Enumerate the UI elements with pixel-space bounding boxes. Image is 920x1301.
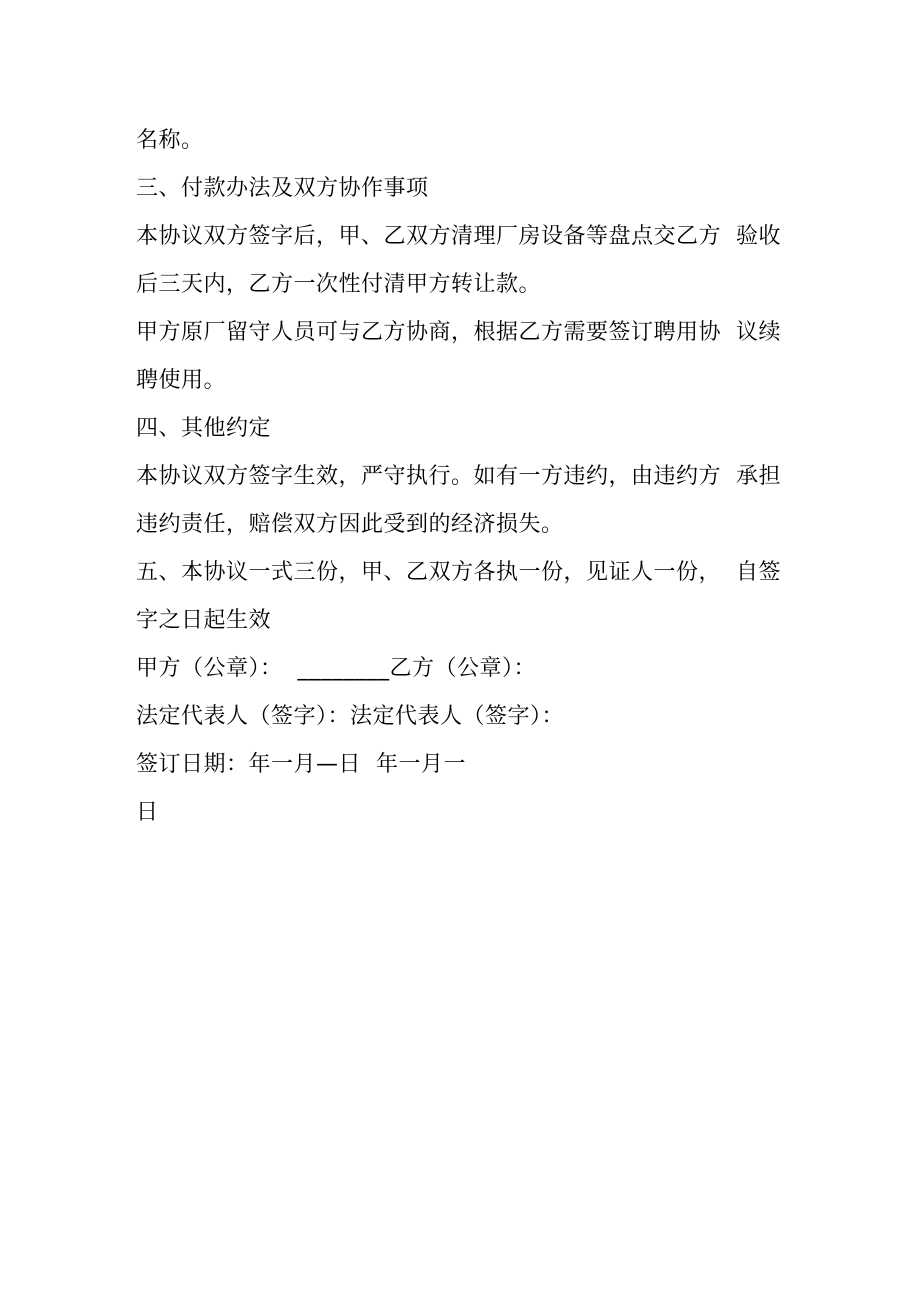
section-heading-other: 四、其他约定	[136, 416, 272, 441]
text-line: 甲方原厂留守人员可与乙方协商，根据乙方需要签订聘用协 议续	[136, 320, 781, 345]
text-line: 后三天内，乙方一次性付清甲方转让款。	[136, 272, 542, 297]
text-line: 本协议双方签字生效，严守执行。如有一方违约，由违约方 承担	[136, 464, 781, 489]
section-heading-payment: 三、付款办法及双方协作事项	[136, 176, 429, 201]
section-heading-copies: 五、本协议一式三份，甲、乙双方各执一份，见证人一份， 自签	[136, 560, 781, 585]
signature-line: 法定代表人（签字）：法定代表人（签字）：	[136, 704, 565, 729]
text-line: 字之日起生效	[136, 608, 272, 633]
seal-line: 甲方（公章）： ________乙方（公章）：	[136, 656, 536, 681]
date-line-continued: 日	[136, 800, 159, 825]
text-line: 违约责任，赔偿双方因此受到的经济损失。	[136, 512, 564, 537]
text-line: 聘使用。	[136, 368, 227, 393]
text-line: 名称。	[136, 128, 204, 153]
text-line: 本协议双方签字后，甲、乙双方清理厂房设备等盘点交乙方 验收	[136, 224, 781, 249]
date-line: 签订日期：年一月—日 年一月一	[136, 752, 466, 777]
